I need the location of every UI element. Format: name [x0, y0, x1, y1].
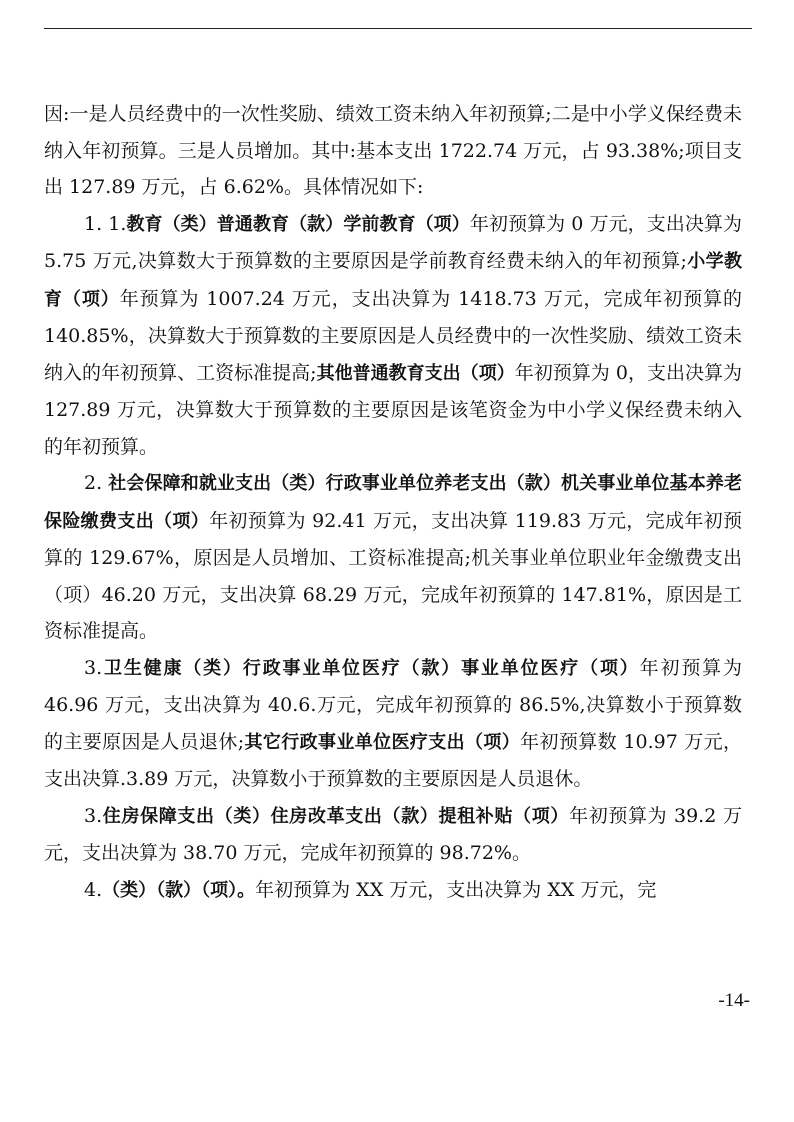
bold-heading-run: 其他普通教育支出（项） — [316, 362, 515, 384]
text-run: 2. — [84, 472, 109, 494]
paragraph-social-security — [44, 465, 742, 650]
paragraph-continuation — [44, 96, 742, 206]
text-run: 4. — [84, 878, 103, 901]
bold-heading-run: 教育（类）普通教育（款）学前教育（项） — [126, 213, 470, 235]
bold-heading-run: 小学教育（项） — [44, 251, 742, 310]
text-run: 3. — [84, 656, 103, 679]
bold-heading-run: 卫生健康（类）行政事业单位医疗（款）事业单位医疗（项） — [102, 657, 640, 679]
document-body — [44, 96, 742, 909]
page-number: -14- — [718, 990, 750, 1011]
bold-heading-run: 住房保障支出（类）住房改革支出（款）提租补贴（项） — [102, 805, 570, 827]
paragraph-health — [44, 650, 742, 798]
bold-heading-run: 其它行政事业单位医疗支出（项） — [244, 731, 521, 753]
paragraph-education — [44, 206, 742, 466]
text-run: 因:一是人员经费中的一次性奖励、绩效工资未纳入年初预算;二是中小学义保经费未纳入年初预算。三是人员增加。其中:基本支出 1722.74 万元，占 93.38%;项目支出 127.89 万元，占 6.62%。具体情况如下: — [44, 103, 742, 198]
text-run: 3. — [84, 804, 103, 827]
paragraph-housing — [44, 798, 742, 872]
text-run: 年初预算为 0 万元，支出决算为 5.75 万元,决算数大于预算数的主要原因是学前教育经费未纳入的年初预算; — [44, 212, 743, 272]
text-run: 年预算为 1007.24 万元，支出决算为 1418.73 万元，完成年初预算的 140.85%，决算数大于预算数的主要原因是人员经费中的一次性奖励、绩效工资未纳入的年初预算、工资标准提高; — [44, 287, 742, 384]
text-run: 年初预算为 46.96 万元，支出决算为 40.6.万元，完成年初预算的 86.5%,决算数小于预算数的主要原因是人员退休; — [44, 656, 742, 753]
text-run: 年初预算数 10.97 万元，支出决算.3.89 万元，决算数小于预算数的主要原因是人员退休。 — [44, 730, 743, 790]
bold-heading-run: 社会保障和就业支出（类）行政事业单位养老支出（款）机关事业单位基本养老保险缴费支出（项） — [44, 473, 742, 532]
text-run: 年初预算为 XX 万元，支出决算为 XX 万元，完 — [255, 878, 657, 901]
header-rule — [44, 28, 752, 29]
text-run: 年初预算为 39.2 万元，支出决算为 38.70 万元，完成年初预算的 98.72%。 — [44, 804, 743, 864]
text-run: 1. 1. — [84, 212, 127, 235]
bold-heading-run: （类）（款）（项）。 — [102, 879, 256, 901]
paragraph-placeholder — [44, 872, 742, 910]
text-run: 年初预算为 0，支出决算为 127.89 万元，决算数大于预算数的主要原因是该笔资金为中小学义保经费未纳入的年初预算。 — [44, 361, 743, 458]
text-run: 年初预算为 92.41 万元，支出决算 119.83 万元，完成年初预算的 129.67%，原因是人员增加、工资标准提高;机关事业单位职业年金缴费支出（项）46.20 万元，支出决算 68.29 万元，完成年初预算的 147.81%，原因是工资标准提高。 — [44, 509, 743, 642]
